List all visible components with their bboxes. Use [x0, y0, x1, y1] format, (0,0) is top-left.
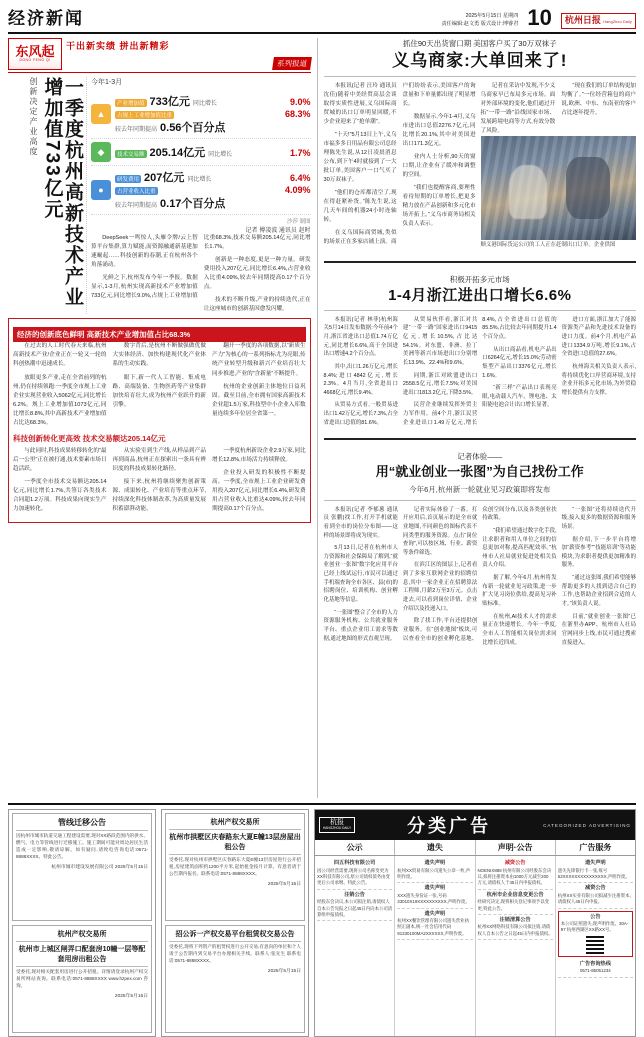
story-jobs — [324, 451, 636, 648]
lead-paragraph: 光鲜之下,杭州发布今年一季报。数据显示,1-3月,杭州实现高新技术产业增加值733亿元,同比增长9.0%,占规上工业增加值比重68.3%,技术交易额205.14亿元,同比增长1.7%。 — [91, 235, 311, 300]
notice-body: 受委托,现对杭州市拱墅区庆春路东大夏E幢13层房屋进行公开招租,房屋建筑面积约1200平方米,起始租金按月计算。有意者请于公告期内报名。联系电话:0571-8888XXXX。 — [169, 857, 301, 876]
classified-title: 分类广告 — [407, 816, 492, 836]
yiwu-body-right-top — [481, 82, 636, 136]
notice-body: 因杭州市城市轨道交通工程建设需要,现对XX路段范围内的供水、燃气、电力等管线进行迁移施工。施工期间可能对周边居民生活造成一定影响,敬请谅解。如有疑问,请致电咨询电话:0571-8888XXXX。特此公告。 — [16, 833, 148, 859]
stat-sub-label: 占营业收入比重 — [117, 189, 156, 195]
body-paragraph: 记者在采访中发现,不少义乌商家早已布局多元市场。面对外部环境的变化,他们通过开拓“一带一路”沿线国家市场、发展跨境电商等方式,有效分散了风险。 — [480, 82, 556, 134]
story-kicker: 记者体验—— — [457, 452, 503, 462]
body-paragraph: 同期,浙江对欧盟进出口2558.5亿元,增长7.5%;对美国进出口1813.2亿元,下降3.5%。 — [402, 372, 478, 396]
ad-head: 注销公告 — [344, 891, 365, 898]
story-headline: 义乌商家:大单回来了! — [392, 51, 568, 70]
ad-head: 公告 — [590, 913, 601, 920]
series-tag: 系列报道 — [272, 57, 312, 70]
infographic-date: 今年1-3月 — [91, 79, 123, 86]
body-paragraph: 在杭州,AI技术人才的需求量正在快速增长。今年一季度,全市人工智能相关岗位需求同比增长近四成。 — [482, 613, 557, 646]
story-headline: 1-4月浙江进出口增长6.6% — [388, 286, 572, 304]
contract-icon: ◆ — [91, 142, 111, 162]
body-paragraph: 眼下,新一代人工智能、集成电路、高端装备、生物医药等产业集群加快培育壮大,成为杭州产业跃升的新引擎。 — [112, 374, 207, 408]
body-paragraph: “我们也提醒客商,要理性看待短期的订单增长,把更多精力放在产品创新和多元化市场开拓上。”义乌市商务局相关负责人表示。 — [402, 185, 476, 228]
column-divider — [317, 38, 318, 798]
ad-head: 减资公告 — [504, 860, 526, 866]
story-kicker: 积极开拓多元市场 — [449, 274, 510, 284]
stat-card — [91, 139, 311, 166]
classified-header — [315, 810, 635, 840]
body-paragraph: 据介绍,下一步平台将增加“薪资参考”“技能培训”等功能模块,为求职者提供更加精准的服务。 — [561, 536, 636, 569]
ad-text: 杭州XX网络科技有限公司拟注销,请债权人自本公告之日起45日内申报债权。 — [477, 924, 553, 936]
classified-ad[interactable] — [558, 858, 633, 883]
graphic-credit: 沙莎 制图 — [287, 219, 311, 225]
yiwu-body-left — [324, 82, 476, 248]
stat-card — [91, 90, 311, 139]
infographic — [86, 77, 311, 314]
qr-code-icon — [586, 936, 604, 954]
body-paragraph: 在义乌国际商贸城,类似的场景正在多家店铺上演。商户们纷纷表示,美国客户的询盘量和下单量都出现了明显增长。 — [323, 82, 476, 246]
ad-head: 遗失声明 — [424, 910, 446, 917]
classified-grid — [315, 856, 635, 1036]
ad-text: 杭州XX餐饮管理有限公司遗失营业执照正副本,统一社会信用代码91330100MA2XXXXXX,声明作废。 — [397, 918, 469, 936]
body-paragraph: 业内人士分析,90天的窗口期,让企业有了缓冲和调整的空间。 — [402, 153, 476, 178]
ad-head: 遗失声明 — [584, 860, 606, 866]
stat-card — [91, 166, 311, 215]
classified-stamp — [319, 817, 355, 832]
industry-icon: ▲ — [91, 104, 111, 124]
photo-subject-2 — [566, 157, 610, 219]
stat-sub-label: 占规上工业增加值比重 — [117, 113, 173, 119]
stat-label: 研发费用 — [117, 177, 140, 183]
story-photo — [481, 136, 636, 240]
classified-title-en: CATEGORIZED ADVERTISING — [543, 822, 631, 828]
divider — [324, 76, 636, 77]
body-paragraph: 在过去的人工时代春天来临,杭州高新技术产业/企业正在一轮又一轮的科创热潮中迅速成长。 — [13, 343, 107, 368]
ad-text: 经研究决定,现将相关登记事项予以变更,特此公告。 — [477, 899, 549, 911]
story-deck: 今年6月,杭州新一轮就业见习政策即将发布 — [409, 484, 551, 494]
paper-name: 杭州日报 — [564, 15, 601, 26]
body-paragraph: “他们的仓库都清空了,现在得赶紧补货。”陈先生说,这几天车间的机器24小时连轴转。 — [323, 190, 397, 224]
classified-category-yishi[interactable]: 遗失 — [395, 840, 475, 855]
divider — [324, 500, 636, 501]
ad-head: 遗失声明 — [424, 860, 446, 866]
column-slogan: 干出新实绩 拼出新精彩 — [66, 41, 170, 51]
stat-delta: 1.7% — [290, 148, 311, 158]
rd-icon: ● — [91, 180, 111, 200]
ad-text: 0571-85051234 — [579, 968, 611, 974]
notice-title: 管线迁移公告 — [16, 817, 148, 831]
ad-head: 四五科技有限公司 — [333, 860, 376, 866]
classified-ad[interactable] — [317, 890, 392, 922]
photo-caption: 顺义港国际货运公司的工人正在赶制出口订单。企业供图 — [480, 241, 616, 248]
paper-logo — [561, 13, 636, 29]
body-paragraph: “新三样”产品出口表现亮眼,电动载人汽车、锂电池、太阳能电池合计出口增长显著。 — [482, 385, 557, 409]
paper-name-en: HangZhou Daily — [603, 20, 632, 25]
classified-column-1 — [315, 856, 395, 1036]
feature-subhead-2: 科技创新转化更高效 技术交易额达205.14亿元 — [13, 433, 166, 443]
story-kicker: 抓住90天出货窗口期 美国客户买了30万双袜子 — [402, 39, 557, 48]
stat-sub-delta-label: 较去年同期提高 — [115, 203, 158, 209]
feature-body-frame — [8, 318, 311, 523]
classified-category-extra[interactable]: 声明·公告 — [476, 840, 556, 855]
stat-row — [115, 169, 311, 185]
feature-body-bottom — [13, 447, 306, 518]
body-paragraph: 除了找工作,平台还提供创业服务。在“创业地图”板块,可以查看全市的创业孵化基地、众创空间分布,以及各类创业扶持政策。 — [402, 506, 557, 642]
stat-delta: 9.0% — [290, 97, 311, 107]
stat-delta: 6.4% — [290, 173, 311, 183]
body-paragraph: 据了解,今年6月,杭州将发布新一轮就业见习政策,进一步扩大见习岗位供给,提高见习补贴标准。 — [482, 575, 557, 607]
body-paragraph: 本报讯(记者 李郁葱 通讯员 张鹏)找工作,打开手机就能看到全市的岗位分布图——这样的场景即将成为现实。 — [323, 506, 398, 539]
body-paragraph: 本报讯(记者 林菲)杭州海关5月14日发布数据:今年前4个月,浙江省进出口总值1.74万亿元,同比增长6.6%,高于全国进出口增速4.2个百分点。 — [323, 316, 398, 358]
body-paragraph: 一季度杭州新设企业2.9万家,同比增长12.8%,市场活力持续释放。 — [212, 447, 306, 463]
bottom-ads-area — [8, 803, 636, 1037]
classified-category-gongshi[interactable]: 公示 — [315, 840, 395, 855]
ad-text: 经股东会决议,本公司拟注销,请债权人自本公告见报之日起45日内向本公司清算组申报债权。 — [317, 899, 393, 917]
classified-ad[interactable] — [478, 890, 553, 915]
notice-body: 受委托,现对相关配套用房进行公开招租。详情请登录杭州产权交易所网站查询。联系电话:0571-8888XXXX www.hzpex.com 咨询。 — [16, 969, 148, 988]
brand-stamp-en: DONG FENG QI — [19, 58, 51, 63]
notice-property-rights-2[interactable] — [165, 813, 305, 921]
ad-head: 减资公告 — [584, 885, 606, 892]
ad-text: 杭州XX贸易有限公司遗失公章一枚,声明作废。 — [397, 867, 471, 879]
body-paragraph: 民营企业继续发挥外贸主力军作用。前4个月,浙江民营企业进出口1.49万亿元,增长8.4%,占全省进出口总值的85.5%,占比较去年同期提升1.4个百分点。 — [402, 316, 557, 426]
story-export — [324, 274, 636, 428]
classified-stamp-en: HANGZHOU DAILY — [323, 826, 352, 831]
stat-row-sub — [115, 185, 311, 195]
body-paragraph: 数字背后,是杭州不断做强做优做大实体经济、加快构建现代化产业体系的生动实践。 — [112, 343, 207, 368]
notice-signature: 2025年5月15日 — [267, 968, 301, 974]
notice-title: 杭州产权交易所 — [169, 817, 301, 830]
stat-row-sub — [115, 109, 311, 119]
editor-credits: 责任编辑:赵文勇 版式设计:博睿君 — [441, 21, 519, 28]
story-media-right — [481, 82, 636, 250]
stat-delta-label: 同比增长 — [187, 177, 212, 183]
body-paragraph: 从实验室到生产线,从样品到产品再到商品,杭州正在探索出一条具有辨识度的科技成果转化路径。 — [112, 447, 207, 472]
section-title: 经济新闻 — [8, 9, 84, 28]
body-paragraph: 杭州海关相关负责人表示,将持续优化口岸营商环境,支持企业开拓多元化市场,为外贸稳增长提供有力支撑。 — [561, 363, 636, 396]
jobs-body — [324, 506, 636, 649]
classified-category-service[interactable]: 广告服务 — [579, 843, 612, 852]
notice-signature: 杭州市城市建设发展有限公司 2025年5月15日 — [51, 864, 148, 870]
stat-body — [115, 144, 311, 160]
body-paragraph: 从贸易方式看,一般贸易进出口1.42万亿元,增长7.3%,占全省进出口总值的81.6%。 — [323, 402, 398, 426]
feature-lead — [91, 234, 311, 314]
classified-column-4 — [556, 856, 635, 1036]
body-paragraph: 放眼更多产业,走在全省前列的杭州,仍在持续领跑:一季度全市规上工业企业实现营业收入5062亿元,同比增长6.2%。规上工业增加值1073亿元,同比增长8.8%,其中高新技术产业增加值占比达68.3%。 — [13, 374, 107, 426]
lead-paragraph: 创新是一种态度,更是一种力量。研发费用投入207亿元,同比增长6.4%,占营业收入比重4.09%,较去年同期提高0.17个百分点。 — [203, 257, 311, 291]
stat-delta-label: 同比增长 — [192, 101, 217, 107]
divider — [324, 310, 636, 311]
body-paragraph: “现在我们的订单结构更加均衡了。”一位经营箱包的商户说,欧洲、中东、东南亚的客户占比逐年提升。 — [561, 82, 636, 116]
body-paragraph: 在滨江区的图层上,记者看到了多家互联网企业的招聘信息,其中一家企业正在招聘算法工程师,月薪2万至3万元。点击进去,可以看到岗位详情、企业介绍以及投递入口。 — [402, 562, 478, 612]
body-paragraph: 5月13日,记者在杭州市人力资源和社会保障局了解到,“就业创业一张图”数字化应用平台已经上线试运行,市民可以通过手机端查询全市各区、县(市)的招聘岗位、培训机构、创业孵化基地等信息。 — [323, 545, 398, 603]
stat-value: 733亿元 — [149, 96, 190, 108]
stat-body — [115, 169, 311, 211]
stat-label: 技术交易额 — [117, 152, 145, 158]
body-paragraph: 接下来,杭州将继续聚焦创新策源、成果转化、产业培育等重点环节,持续深化科技体制改革,为高质量发展积蓄澎湃动能。 — [112, 478, 207, 513]
vertical-headline-wrap — [8, 77, 82, 314]
masthead-right — [441, 7, 636, 29]
classified-category-bar — [315, 840, 635, 856]
story-headline: 用“就业创业一张图”为自己找份工作 — [375, 464, 584, 480]
body-paragraph: “十天!”5月13日上午,义乌市福多多日用品有限公司总经理陈先生说,从12日凌晨消息公布,到下午4时就接到了一大批订单,美国客户一口气买了30万双袜子。 — [323, 131, 397, 184]
lead-paragraph: DeepSeek一鸣惊人,头雁令牌/云上智算平台集群,算力赋能,而资源融通新基建加速崛起……科技创新的春潮,正在杭州各个角落涌动。 — [91, 235, 198, 269]
left-column — [8, 38, 311, 798]
ad-head: 遗失声明 — [424, 885, 446, 892]
notice-signature: 2025年5月15日 — [267, 881, 301, 887]
export-body — [324, 316, 636, 428]
body-paragraph: “通过这张图,我们希望能够帮助更多的人找到适合自己的工作,也帮助企业招到合适的人才。”该负责人说。 — [561, 575, 636, 607]
body-paragraph: “一张图”整合了全市的人力资源服务机构、公共就业服务平台、重点企业用工需求等数据,通过地图的形式直观呈现。 — [323, 609, 398, 642]
body-paragraph: “我们希望通过数字化手段,让求职者和用人单位之间的信息更加对称,提高匹配效率。”杭州市人社局就业促进处相关负责人介绍。 — [482, 527, 557, 569]
ad-text: NOENIX888 杭州有限公司经股东会决议,拟将注册资本由1000万元减至200万元,请债权人于45日内申报债权。 — [477, 867, 552, 886]
photo-subject-1 — [509, 165, 547, 219]
stat-row-sub2 — [115, 195, 311, 211]
classified-ad[interactable] — [478, 858, 553, 890]
story-yiwu — [324, 38, 636, 250]
stat-sub-delta-label: 较去年同期提高 — [115, 127, 158, 133]
notice-signature: 2025年5月15日 — [114, 993, 148, 999]
stat-sub-delta: 0.17个百分点 — [160, 198, 226, 210]
body-paragraph: 从贸易伙伴看,浙江对共建“一带一路”国家进出口9415亿元,增长10.5%,占比达54.1%。对东盟、非洲、拉丁美洲等新兴市场进出口分别增长13.9%、22.4%和9.6%。 — [402, 316, 478, 366]
stat-value: 207亿元 — [144, 172, 185, 184]
photo-texture — [481, 136, 636, 240]
body-paragraph: 数据显示,今年1-4月,义乌市进出口总值2276.7亿元,同比增长20.1%,其中对美国进出口171.3亿元。 — [402, 113, 476, 147]
body-paragraph: “一张图”还将持续迭代升级,接入更多的数据资源和服务场景。 — [561, 506, 636, 530]
divider — [324, 261, 636, 263]
feature-subhead-red: 经济的创新底色鲜明 高新技术产业增加值占比68.3% — [13, 327, 306, 342]
body-paragraph: 翻开一季度的各项数据,以“新质生产力”为核心的一系列指标尤为亮眼,传统产业转型升级和新兴产业培育壮大同步推进,产业的“含新量”不断提升。 — [212, 343, 306, 377]
body-paragraph: 本报讯(记者 汪玲 通讯员 沈佳)随着中美经贸高层会谈取得实质性进展,义乌国际商贸城的出口订单明显回暖,不少企业迎来了“抢单潮”。 — [323, 82, 397, 125]
body-paragraph: 目前,“就业创业一张图”已在浙里办APP、杭州市人社局官网同步上线,市民可通过搜索直接进入。 — [561, 613, 636, 646]
right-column — [324, 38, 636, 798]
body-paragraph: 与此同时,科技成果转移转化的“最后一公里”正在被打通,技术要素市场日趋活跃。 — [13, 447, 107, 472]
body-paragraph: 一季度全市技术交易额达205.14亿元,同比增长1.7%,共签订各类技术合同超1.2万项。科技成果向现实生产力加速转化。 — [13, 478, 107, 513]
body-paragraph: 杭州的企业创新主体地位日益巩固。截至目前,全市拥有国家高新技术企业超1.5万家,科技型中小企业入库数量连续多年位居全省第一。 — [212, 383, 306, 417]
classified-section — [314, 809, 636, 1037]
divider — [324, 438, 636, 440]
feature-headline: 一季度杭州高新技术产业增加值733亿元 — [41, 77, 83, 308]
stat-value: 205.14亿元 — [149, 147, 206, 159]
classified-ad[interactable] — [397, 883, 472, 908]
stat-sub-value: 4.09% — [285, 185, 311, 195]
classified-column-3 — [476, 856, 556, 1036]
stat-row — [115, 93, 311, 109]
page-number: 10 — [527, 5, 552, 30]
classified-hotline[interactable] — [558, 959, 633, 978]
notice-subtitle: 杭州市拱墅区庆春路东大夏E幢13层房屋出租公告 — [169, 832, 301, 855]
classified-ad[interactable] — [478, 915, 553, 940]
ad-text: 本公司证照遗失,现声明作废。30A-97 杭州西湖区XX路XX号。 — [560, 921, 629, 933]
main-content — [8, 38, 636, 798]
feature-body-top — [13, 342, 306, 427]
brand-stamp-text: 东风起 — [15, 44, 55, 60]
feature-subhead: 创新决定产业高度 — [28, 77, 38, 157]
notice-column-2 — [161, 809, 309, 1037]
story-text-left — [324, 82, 476, 250]
stat-body — [115, 93, 311, 135]
lead-paragraph: 技术的不断升级,产业的持续迭代,正在让这座城市的创新基因愈发闪耀。 — [203, 297, 311, 313]
stat-row — [115, 144, 311, 160]
classified-stamp-text: 杭报 — [330, 819, 345, 827]
classified-ad-boxed[interactable] — [558, 911, 633, 957]
notice-column-1 — [8, 809, 156, 1037]
ad-text: 杭州XX实业有限公司拟减少注册资本,请债权人45日内申报。 — [557, 892, 631, 905]
classified-ad[interactable] — [397, 909, 472, 941]
notice-property-rights-3[interactable] — [12, 925, 152, 1033]
stat-delta-label: 同比增长 — [208, 152, 233, 158]
body-paragraph: 进口方面,浙江加大了能源资源类产品和先进技术设备的进口力度。前4个月,机电产品进口1334.9万吨,增长9.1%,占全省进口总值的27.6%。 — [561, 316, 636, 358]
feature-header — [8, 38, 311, 73]
masthead-meta — [441, 13, 518, 29]
body-paragraph: 企业投入研发的积极性不断提高。一季度,全市规上工业企业研发费用投入207亿元,同比增长6.4%,研发费用占营业收入比重达4.09%,较去年同期提高0.17个百分点。 — [212, 469, 306, 513]
ad-text: 遗失先锋银行卡一张,账号62XXXXXXXXXXXXXXX,声明作废。 — [557, 867, 630, 879]
ad-head: 注销清算公告 — [499, 916, 531, 923]
notice-body: 受委托,现将下列资产的租赁权进行公开交易,有意向的单位和个人请于公告期内到交易平台办理相关手续。联系人:张先生 联系电话:0571-8888XXXX。 — [169, 944, 301, 963]
masthead — [8, 4, 636, 34]
notice-subtitle: 杭州市上城区闸弄口配套房10幢一层等配套用房出租公告 — [16, 944, 148, 967]
body-paragraph: 从出口商品看,机电产品出口6264亿元,增长15.0%;劳动密集型产品出口3376亿元,增长1.6%。 — [482, 346, 557, 379]
feature-byline: 记者 傅凌波 通讯员 赵时 — [245, 228, 311, 234]
stat-row-sub2 — [115, 119, 311, 135]
notice-title: 杭州产权交易所 — [16, 929, 148, 942]
notice-pipeline[interactable] — [12, 813, 152, 921]
body-paragraph: 其中,出口1.26万亿元,增长8.4%;进口4842亿元,增长2.3%。4月当月,全省进出口4668亿元,增长9.4%。 — [323, 363, 398, 396]
classified-ad[interactable] — [397, 858, 472, 883]
classified-ad[interactable] — [558, 883, 633, 908]
classified-column-2 — [395, 856, 475, 1036]
story-content — [324, 82, 636, 250]
classified-ad[interactable] — [317, 858, 392, 890]
body-paragraph: 记者实际体验了一番。打开应用后,首页展示的是全市就业地图,不同颜色的图标代表不同类型的服务资源。点击“岗位查询”,可以按区域、行业、薪资等条件筛选。 — [402, 506, 478, 556]
ad-head: 杭州市企业信息变更公告 — [486, 891, 544, 898]
notice-title: 招公诉一产权交易平台租赁权交易公告 — [169, 929, 301, 942]
ad-text: XXX遗失身份证一张,号码33010X19XXXXXXXXXX,声明作废。 — [397, 892, 470, 905]
ad-text: 因公司经营需要,现将公司名称变更为XX科技有限公司,原公司债权债务由变更后公司承继。特此公告。 — [317, 867, 390, 886]
stat-label: 产业增加值 — [117, 101, 145, 107]
stat-sub-delta: 0.56个百分点 — [160, 122, 226, 134]
feature-grid — [8, 77, 311, 314]
stat-sub-value: 68.3% — [285, 109, 311, 119]
ad-head: 广告咨询热线 — [579, 960, 611, 967]
notice-lease-platform[interactable] — [165, 925, 305, 1033]
column-brand-stamp — [8, 38, 62, 70]
issue-date: 2025年5月15日 星期四 — [465, 13, 519, 20]
